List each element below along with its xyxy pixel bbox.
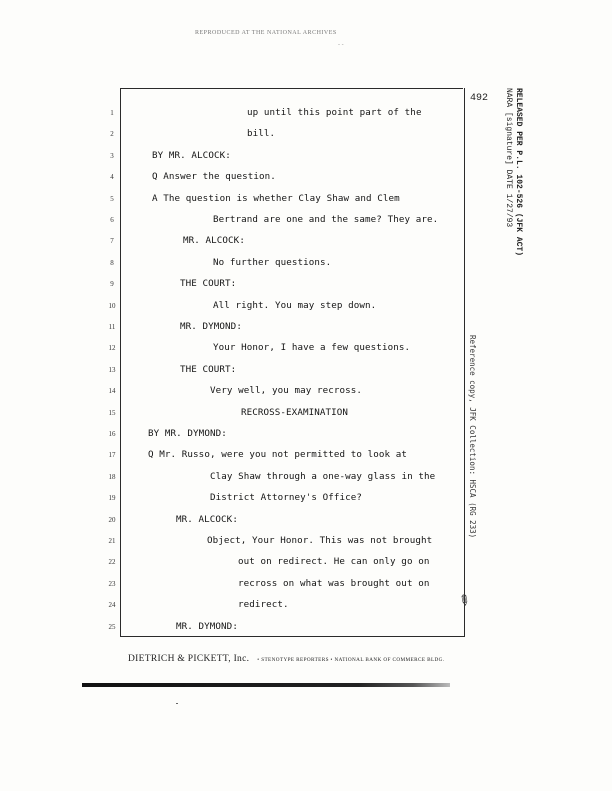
line-number: 17 <box>108 451 116 459</box>
line-number: 23 <box>108 580 116 588</box>
reporter-footer <box>128 648 445 666</box>
line-number: 20 <box>108 516 116 524</box>
reporter-firm: DIETRICH & PICKETT, Inc. <box>128 654 250 664</box>
line-number: 14 <box>108 387 116 395</box>
transcript-line: No further questions. <box>213 257 332 268</box>
transcript-line: BY MR. ALCOCK: <box>152 150 231 161</box>
transcript-line: MR. DYMOND: <box>176 621 238 632</box>
transcript-line: RECROSS-EXAMINATION <box>241 407 348 418</box>
release-stamp-line2: NARA [signature] DATE 1/27/93 <box>504 88 513 228</box>
transcript-line: BY MR. DYMOND: <box>148 428 227 439</box>
line-number: 15 <box>108 409 116 417</box>
transcript-line: bill. <box>247 128 276 139</box>
line-number: 19 <box>108 494 116 502</box>
pen-mark-icon: ✎ <box>454 591 474 611</box>
transcript-line: Your Honor, I have a few questions. <box>213 342 411 353</box>
transcript-line: MR. DYMOND: <box>180 321 242 332</box>
transcript-line: Bertrand are one and the same? They are. <box>213 214 439 225</box>
transcript-line: redirect. <box>238 599 289 610</box>
transcript-line: recross on what was brought out on <box>238 578 430 589</box>
side-reference: Reference copy, JFK Collection: HSCA (RG 233) <box>468 335 477 539</box>
line-number: 12 <box>108 344 116 352</box>
transcript-line: THE COURT: <box>180 278 237 289</box>
transcript-line: Clay Shaw through a one-way glass in the <box>210 471 436 482</box>
line-number: 25 <box>108 623 116 631</box>
line-number: 22 <box>108 558 116 566</box>
transcript-line: Q Mr. Russo, were you not permitted to look at <box>148 449 408 460</box>
line-number: 4 <box>110 173 114 181</box>
line-number: 1 <box>110 109 114 117</box>
transcript-line: MR. ALCOCK: <box>183 235 245 246</box>
line-number: 11 <box>108 323 116 331</box>
line-number: 24 <box>108 601 116 609</box>
line-number: 5 <box>110 195 114 203</box>
transcript-line: out on redirect. He can only go on <box>238 556 430 567</box>
page-number: 492 <box>470 93 489 104</box>
transcript-line: MR. ALCOCK: <box>176 514 238 525</box>
line-number: 3 <box>110 152 114 160</box>
archive-header: REPRODUCED AT THE NATIONAL ARCHIVES <box>195 30 337 36</box>
transcript-line: District Attorney's Office? <box>210 492 363 503</box>
line-number: 7 <box>110 237 114 245</box>
scan-speck <box>176 703 178 704</box>
line-number: 6 <box>110 216 114 224</box>
line-number: 21 <box>108 537 116 545</box>
line-number: 8 <box>110 259 114 267</box>
line-number: 9 <box>110 280 114 288</box>
line-number: 2 <box>110 130 114 138</box>
transcript-line: Object, Your Honor. This was not brought <box>207 535 433 546</box>
reporter-details: • STENOTYPE REPORTERS • NATIONAL BANK OF COMMERCE BLDG. <box>257 657 445 663</box>
transcript-line: A The question is whether Clay Shaw and Clem <box>152 193 400 204</box>
transcript-line: THE COURT: <box>180 364 237 375</box>
bottom-rule <box>82 683 450 687</box>
line-number: 10 <box>108 302 116 310</box>
release-stamp-line1: RELEASED PER P.L. 102-526 (JFK ACT) <box>514 88 523 257</box>
line-number: 18 <box>108 473 116 481</box>
transcript-line: up until this point part of the <box>247 107 422 118</box>
transcript-line: Q Answer the question. <box>152 171 276 182</box>
archive-header-marks: - - <box>338 42 344 48</box>
transcript-line: All right. You may step down. <box>213 300 377 311</box>
transcript-line: Very well, you may recross. <box>210 385 363 396</box>
line-number: 16 <box>108 430 116 438</box>
line-number: 13 <box>108 366 116 374</box>
